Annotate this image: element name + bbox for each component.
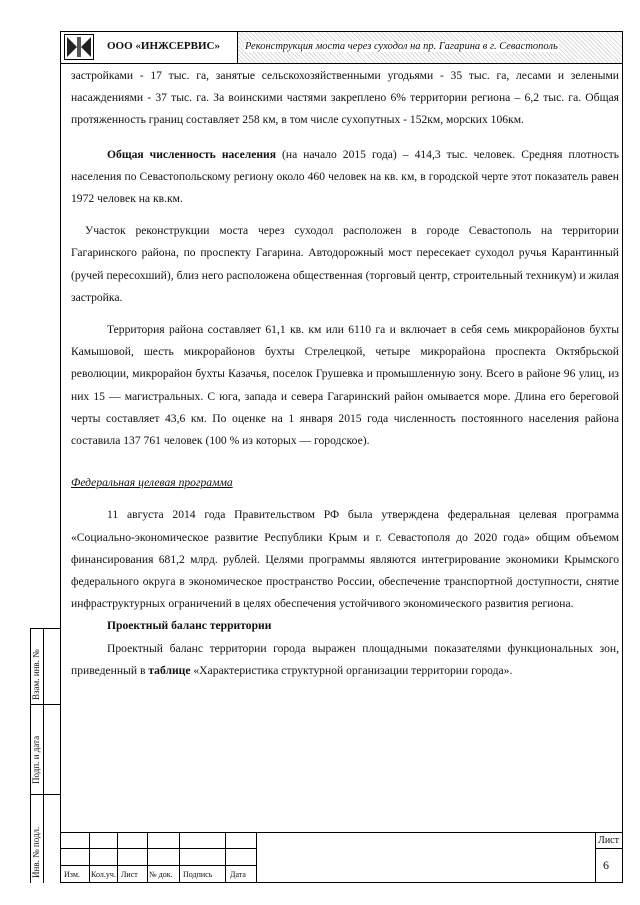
paragraph-population [71, 144, 619, 211]
sheet-number: 6 [603, 858, 609, 872]
stamp-col-doc: № док. [149, 870, 173, 879]
project-title-box [237, 32, 622, 63]
stamp-col-kolich: Кол.уч. [91, 870, 116, 879]
paragraph-site-location: Участок реконструкции моста через суходол расположен в городе Севастополь на территории Гагаринского района, по проспекту Гагарина. Автодорожный мост пересекает суходол ручья Карантинный (ручей пересохший), близ него расположена общественная (торговый центр, строительный техникум) и жилая застройка. [71, 224, 619, 304]
population-text: (на начало 2015 года) – 414,3 тыс. человек. Средняя плотность населения по Севастопольскому региону около 460 человек на кв. км, в городской черте этот показатель равен 1972 человек на кв.км. [71, 147, 619, 206]
population-heading: Общая численность населения [107, 147, 277, 161]
title-block-stamp [61, 832, 622, 882]
company-logo-icon [64, 34, 94, 60]
side-stamp [30, 628, 61, 883]
paragraph-land-use: застройками - 17 тыс. га, занятые сельскохозяйственными угодьями - 35 тыс. га, лесами и зелеными насаждениями - 37 тыс. га. За воинскими частями закреплено 6% территории региона – 6,2 тыс. га. Общая протяженность границ составляет 258 км, в том числе сухопутных - 152км, морских 106км. [71, 69, 619, 127]
header [61, 32, 622, 64]
stamp-col-izm: Изм. [64, 870, 80, 879]
company-name: ООО «ИНЖСЕРВИС» [107, 40, 220, 52]
side-label-sign-date: Подп. и дата [31, 735, 41, 784]
project-title: Реконструкция моста через суходол на пр. Гагарина в г. Севастополь [245, 41, 558, 52]
sheet-label: Лист [598, 835, 619, 846]
section-title-federal-program: Федеральная целевая программа [71, 476, 233, 490]
page-frame [60, 31, 623, 883]
subheading-territory-balance: Проектный баланс территории [107, 619, 272, 633]
paragraph-federal-program: 11 августа 2014 года Правительством РФ была утверждена федеральная целевая программа «Социально-экономическое развитие Республики Крым и г. Севастополя до 2020 года» общим объемом финансирования 681,2 млрд. рублей. Целями программы являются интегрирование экономики Крымского федерального округа в экономическое пространство России, обеспечение транспортной доступности, снятие инфраструктурных ограничений в целях обеспечения устойчивого экономического развития региона. [71, 508, 619, 611]
side-label-replace-inv: Взам. инв. № [31, 649, 41, 700]
stamp-col-date: Дата [230, 870, 246, 879]
table-reference: таблице [148, 663, 191, 677]
territory-balance-text-b: «Характеристика структурной организации территории города». [190, 663, 513, 677]
paragraph-territory-balance [71, 638, 619, 682]
side-label-inv-original: Инв. № подл. [31, 826, 41, 878]
territory-balance-text-a: Проектный баланс территории города выражен площадными показателями функциональных зон, приведенный в [71, 641, 619, 677]
stamp-col-list: Лист [121, 870, 138, 879]
paragraph-district: Территория района составляет 61,1 кв. км или 6110 га и включает в себя семь микрорайонов бухты Камышовой, шесть микрорайонов бухты Стрелецкой, четыре микрорайона проспекта Октябрьской революции, микрорайон бухты Казачья, поселок Грушевка и промышленную зону. Всего в районе 96 улиц, из них 15 — магистральных. С юга, запада и севера Гагаринский район омывается море. Длина его береговой черты составляет 43,6 км. По оценке на 1 января 2015 года численность постоянного населения района составила 137 761 человек (100 % из которых — городское). [71, 323, 619, 448]
stamp-col-signature: Подпись [183, 870, 213, 879]
document-body [71, 65, 619, 682]
